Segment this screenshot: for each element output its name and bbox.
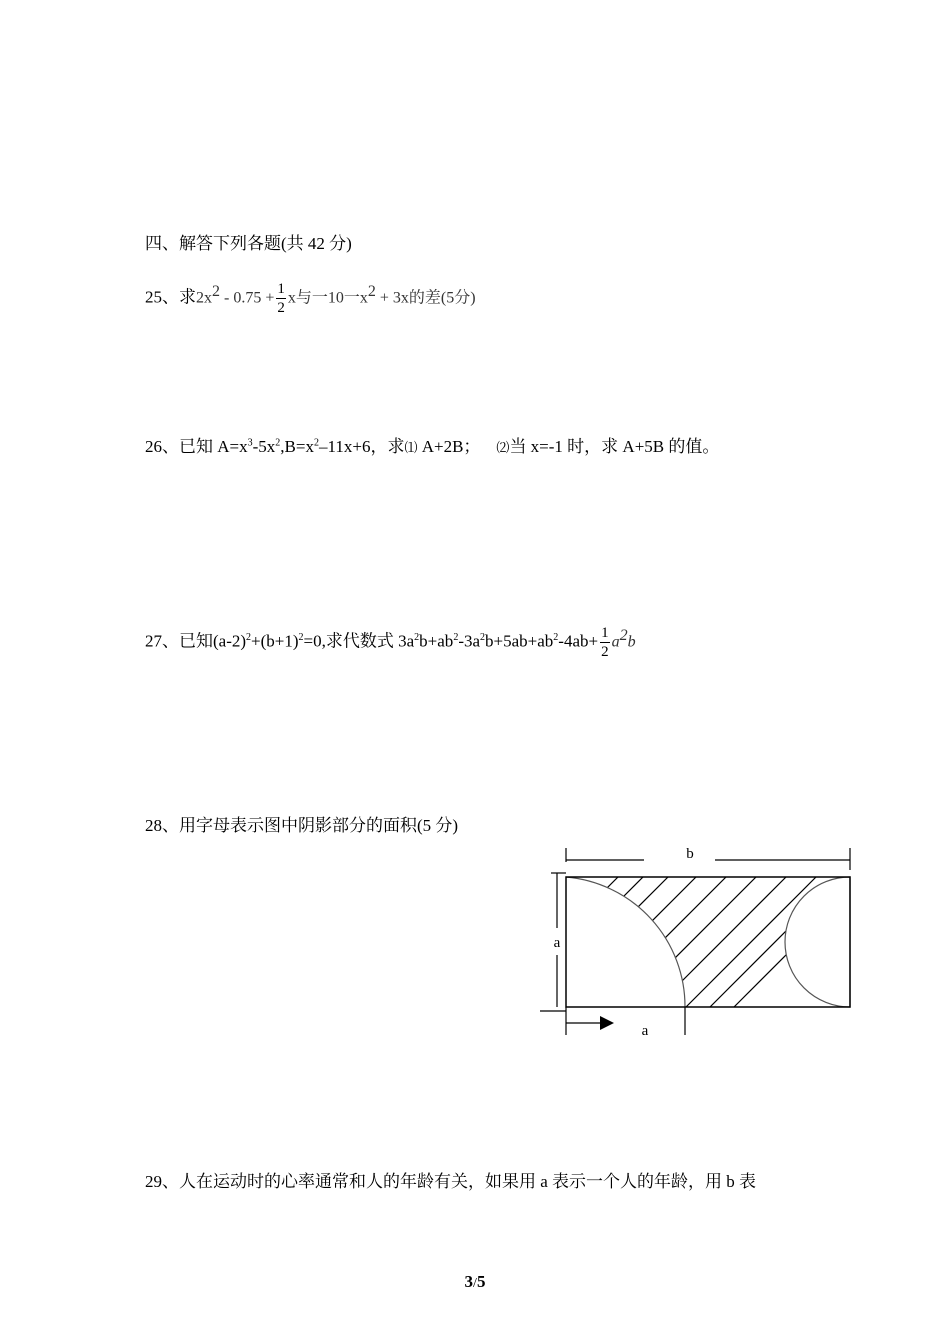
page-slash: / [473, 1276, 477, 1291]
q27-frac-den: 2 [601, 644, 609, 660]
shaded-area-figure [538, 840, 858, 1040]
q27-p6: -4ab+ [558, 631, 599, 651]
q25-exp2: 2 [367, 282, 376, 300]
q25-frac-den: 2 [277, 300, 285, 316]
q26-part1-mark: ⑴ [404, 440, 418, 455]
q27-p5: b+5ab+ab [485, 631, 554, 651]
q25-term1: 2x [196, 289, 212, 307]
quarter-circle-arc [566, 877, 685, 1007]
q25-term3: x与一10一x [287, 289, 368, 307]
right-semicircle [785, 877, 850, 1007]
q27-exp1: 2 [246, 631, 252, 643]
question-27 [145, 624, 636, 661]
q26-p4: A+2B； [417, 437, 481, 456]
q26-p5: 当 x=-1 时，求 A+5B 的值。 [509, 437, 720, 456]
section-title: 四、解答下列各题(共 42 分) [145, 234, 352, 253]
question-25 [145, 280, 476, 317]
question-28: 28、用字母表示图中阴影部分的面积(5 分) [145, 816, 459, 835]
q27-number: 27、已知(a-2) [145, 631, 247, 651]
q27-tail-exp: 2 [619, 626, 628, 644]
q26-number: 26、已知 A=x [145, 437, 248, 456]
q26-p2: ,B=x [280, 437, 314, 456]
q26-exp3: 2 [313, 437, 319, 449]
page-current: 3 [464, 1272, 474, 1291]
q26-part2-mark: ⑵ [496, 440, 510, 455]
q26-exp2: 2 [275, 437, 281, 449]
q25-term2: - 0.75 + [220, 289, 275, 307]
q27-p2: =0,求代数式 3a [303, 631, 415, 651]
q27-exp3: 2 [414, 631, 420, 643]
q27-p1: +(b+1) [251, 631, 299, 651]
label-b: b [686, 846, 694, 862]
q27-exp4: 2 [453, 631, 459, 643]
q25-number: 25、求 [145, 287, 196, 307]
page-total: 5 [476, 1272, 486, 1291]
question-29: 29、人在运动时的心率通常和人的年龄有关，如果用 a 表示一个人的年龄，用 b 表 [145, 1172, 757, 1191]
q27-p3: b+ab [419, 631, 454, 651]
q26-p3: –11x+6，求 [318, 437, 405, 456]
q27-tail-a: a [611, 633, 620, 651]
question-26 [145, 436, 719, 459]
label-a-side: a [553, 935, 561, 951]
q27-tail-b: b [627, 633, 636, 651]
q25-exp1: 2 [212, 282, 220, 300]
page-number [0, 1272, 950, 1292]
q27-exp6: 2 [553, 631, 559, 643]
label-a-bottom: a [641, 1023, 649, 1039]
q26-p1: -5x [252, 437, 276, 456]
q25-fraction [276, 280, 286, 317]
q27-exp5: 2 [480, 631, 486, 643]
q25-term4: + 3x的差(5分) [375, 289, 476, 307]
q27-exp2: 2 [298, 631, 304, 643]
q26-exp1: 3 [247, 437, 253, 449]
q27-p4: -3a [458, 631, 481, 651]
q27-fraction [600, 624, 610, 661]
q27-frac-num: 1 [601, 625, 609, 641]
q25-frac-num: 1 [277, 281, 285, 297]
bottom-dim-arrowhead [600, 1016, 614, 1030]
